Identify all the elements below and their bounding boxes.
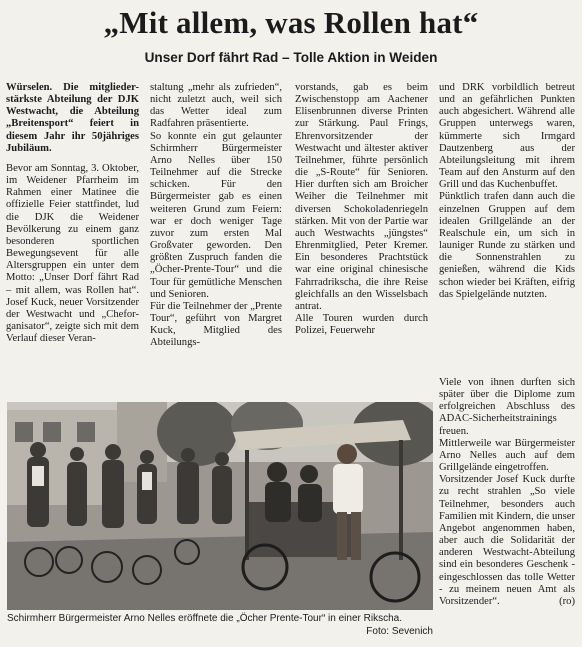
photo-credit: Foto: Sevenich bbox=[366, 625, 433, 637]
body-paragraph: Viele von ihnen durften sich später über die Diplome zum erfolgreichen Abschluss des ADAC-Sicherheitstrainings freuen. bbox=[439, 377, 575, 437]
article-column-1 bbox=[6, 82, 139, 345]
body-paragraph: und DRK vorbildlich betreut und an gefährlichen Punkten auch abgesichert. Während alle Gruppen unterwegs waren, kümmerte sich Irmgard Dautzenberg aus der Abteilungsleitung mit ihrem Team auf den Ansturm auf den Grill und das Kuchenbuffet. bbox=[439, 82, 575, 191]
article-photo bbox=[7, 402, 433, 610]
article-column-4 bbox=[439, 82, 575, 301]
body-paragraph: So konnte ein gut gelaunter Schirmherr Bürgermeister Arno Nelles über 150 Teilnehmer auf die Strecke schicken. Für den Bürgermeister gab es einen weiteren Grund zum Feiern: war er doch weniger Tage zuvor zum ersten Mal Großvater geworden. Den größten Zuspruch fanden die „Öcher-Prente-Tour“ und die Tour für gemütliche Menschen und Senioren. bbox=[150, 130, 282, 300]
photo-caption bbox=[7, 613, 433, 637]
body-paragraph: Mittlerweile war Bürgermeister Arno Nelles auch auf dem Grillgelände eingetroffen. bbox=[439, 437, 575, 474]
caption-text: Schirmherr Bürgermeister Arno Nelles eröffnete die „Öcher Prente-Tour“ in einer Rikscha. bbox=[7, 613, 402, 624]
photo-illustration bbox=[7, 402, 433, 610]
body-paragraph: vorstands, gab es beim Zwischenstopp am Aachener Elisenbrunnen diverse Printen zur Stärkung. Paul Frings, Ehrenvorsitzender der Westwacht und ältester aktiver Teilnehmer, führte persönlich die „S-Route“ für Senioren. Hier durften sich am Broicher Weiher die Teilnehmer mit diversen Schokoladenriegeln stärken. Mit von der Partie war auch Westwachts „jüngstes“ Ehrenmitglied, Peter Kremer. Ein besonderes Prachtstück war eine original chinesische Fahrradrikscha, die ihre Reise gleichfalls an den Wisselsbach antrat. bbox=[295, 82, 428, 312]
body-paragraph bbox=[439, 474, 575, 608]
author-signature: (ro) bbox=[559, 595, 575, 607]
article-column-2 bbox=[150, 82, 282, 349]
article-column-3 bbox=[295, 82, 428, 337]
body-text: Vorsitzender Josef Kuck durfte zu recht strahlen „So viele Teilnehmer, besonders auch Familien mit Kindern, die unser Angebot angenommen haben, aber auch die Solidarität der anderen Westwacht-Abteilung sind ein besonderes Geschenk - eingeschlossen das tolle Wetter - zu meinem neuen Amt als Vorsitzender“. bbox=[439, 474, 575, 607]
article-column-4-lower bbox=[439, 377, 575, 608]
headline: „Mit allem, was Rollen hat“ bbox=[103, 5, 479, 40]
body-paragraph: Für die Teilnehmer der „Prente Tour“, geführt von Margret Kuck, Mitglied des Abteilungs- bbox=[150, 300, 282, 349]
lead-paragraph: Würselen. Die mitglieder-stärkste Abteilung der DJK Westwacht, die Abteilung „Breitensport“ feiert in diesem Jahr ihr 50jähriges Jubiläum. bbox=[6, 82, 139, 154]
body-paragraph: Pünktlich trafen dann auch die einzelnen Gruppen auf dem idealen Grillgelände an der Realschule ein, um sich in launiger Runde zu stärken und die Sonnenstrahlen zu genießen, während die Kids schon wieder bei Kräften, eifrig das Spielgelände nutzten. bbox=[439, 191, 575, 300]
body-paragraph: staltung „mehr als zufrieden“, nicht zuletzt auch, weil sich das Wetter ideal zum Radfahren präsentierte. bbox=[150, 82, 282, 130]
subheadline: Unser Dorf fährt Rad – Tolle Aktion in Weiden bbox=[144, 50, 438, 65]
body-paragraph: Alle Touren wurden durch Polizei, Feuerwehr bbox=[295, 312, 428, 337]
body-paragraph: Bevor am Sonntag, 3. Oktober, im Weidener Pfarrheim im Rahmen einer Matinee die offizielle Feier stattfindet, lud die DJK die Weidener Bevölkerung zu einem ganz besonderen sportlichen Bewegungsevent für alle Altersgruppen ein unter dem Motto: „Unser Dorf fährt Rad – mit allem, was Rollen hat“. Josef Kuck, neuer Vorsitzender der Westwacht und „Chefor-ganisator“, zeigte sich mit dem Verlauf dieser Veran- bbox=[6, 162, 139, 345]
